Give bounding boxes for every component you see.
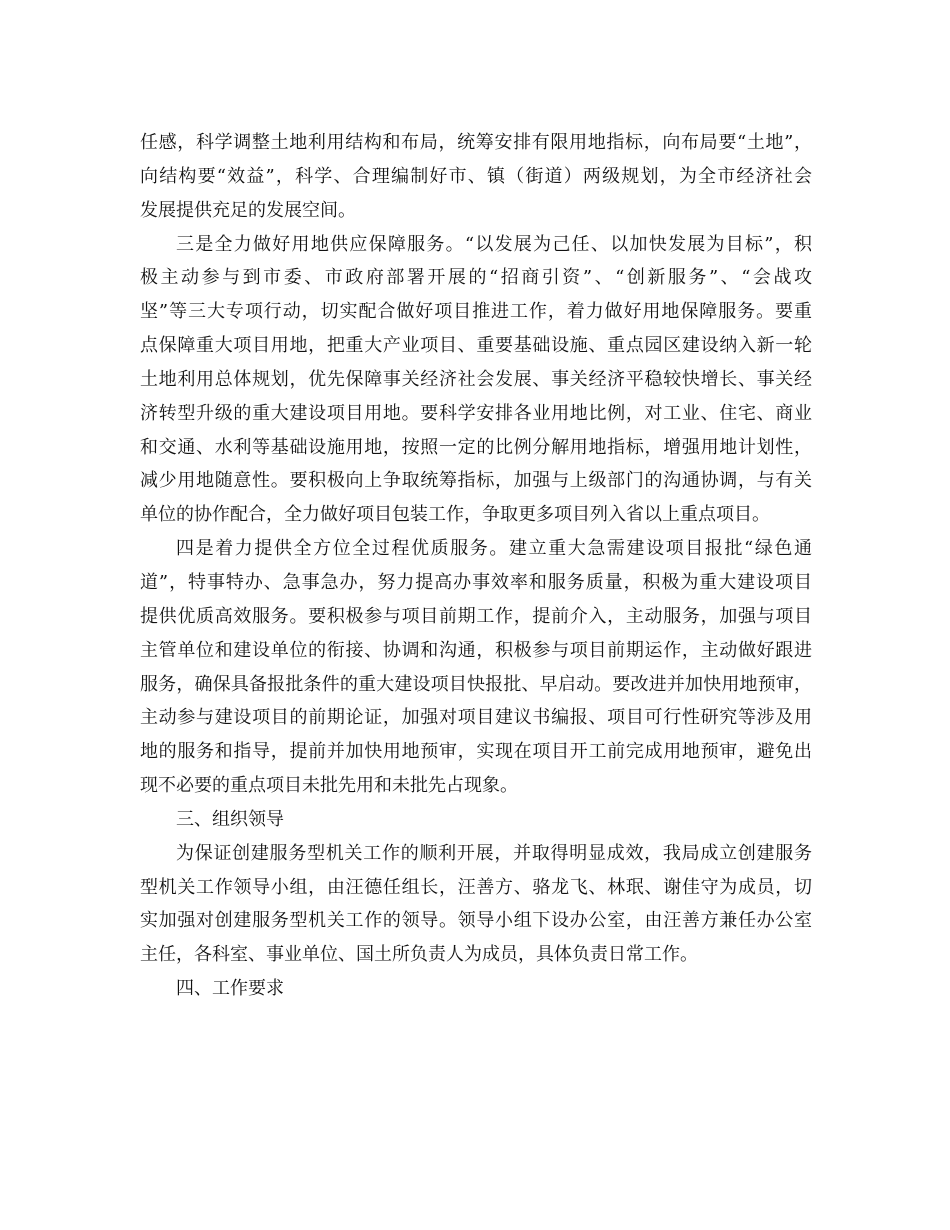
paragraph-line: 向结构要“效益”，科学、合理编制好市、镇（街道）两级规划，为全市经济社会 (140, 165, 812, 187)
paragraph-line: 型机关工作领导小组，由汪德任组长，汪善方、骆龙飞、林珉、谢佳守为成员，切 (140, 876, 812, 898)
paragraph-line: 四是着力提供全方位全过程优质服务。建立重大急需建设项目报批“绿色通 (176, 538, 812, 560)
body-text (140, 126, 812, 1006)
section-heading: 四、工作要求 (176, 978, 284, 1000)
paragraph-line: 道”，特事特办、急事急办，努力提高办事效率和服务质量，积极为重大建设项目 (140, 571, 812, 593)
paragraph-line: 土地利用总体规划，优先保障事关经济社会发展、事关经济平稳较快增长、事关经 (140, 368, 812, 390)
paragraph-line: 提供优质高效服务。要积极参与项目前期工作，提前介入，主动服务，加强与项目 (140, 605, 812, 627)
paragraph-line: 现不必要的重点项目未批先用和未批先占现象。 (140, 775, 518, 797)
paragraph-line: 主任，各科室、事业单位、国土所负责人为成员，具体负责日常工作。 (140, 944, 698, 966)
paragraph-line: 服务，确保具备报批条件的重大建设项目快报批、早启动。要改进并加快用地预审， (140, 673, 812, 695)
paragraph-line: 济转型升级的重大建设项目用地。要科学安排各业用地比例，对工业、住宅、商业 (140, 402, 812, 424)
paragraph-line: 主管单位和建设单位的衔接、协调和沟通，积极参与项目前期运作，主动做好跟进 (140, 639, 812, 661)
paragraph-line: 三是全力做好用地供应保障服务。“以发展为己任、以加快发展为目标”，积 (176, 233, 812, 255)
paragraph-line: 地的服务和指导，提前并加快用地预审，实现在项目开工前完成用地预审，避免出 (140, 741, 812, 763)
paragraph-line: 和交通、水利等基础设施用地，按照一定的比例分解用地指标，增强用地计划性， (140, 436, 812, 458)
paragraph-line: 单位的协作配合，全力做好项目包装工作，争取更多项目列入省以上重点项目。 (140, 504, 770, 526)
paragraph-line: 任感，科学调整土地利用结构和布局，统筹安排有限用地指标，向布局要“土地”， (140, 132, 812, 153)
section-heading: 三、组织领导 (176, 808, 284, 830)
paragraph-line: 减少用地随意性。要积极向上争取统筹指标，加强与上级部门的沟通协调，与有关 (140, 470, 812, 492)
paragraph-line: 为保证创建服务型机关工作的顺利开展，并取得明显成效，我局成立创建服务 (176, 842, 812, 864)
paragraph-line: 极主动参与到市委、市政府部署开展的“招商引资”、“创新服务”、“会战攻 (140, 267, 812, 289)
paragraph-line: 坚”等三大专项行动，切实配合做好项目推进工作，着力做好用地保障服务。要重 (140, 301, 812, 323)
paragraph-line: 实加强对创建服务型机关工作的领导。领导小组下设办公室，由汪善方兼任办公室 (140, 910, 812, 932)
paragraph-line: 点保障重大项目用地，把重大产业项目、重要基础设施、重点园区建设纳入新一轮 (140, 335, 812, 357)
paragraph-line: 发展提供充足的发展空间。 (140, 199, 356, 221)
paragraph-line: 主动参与建设项目的前期论证，加强对项目建议书编报、项目可行性研究等涉及用 (140, 707, 812, 729)
